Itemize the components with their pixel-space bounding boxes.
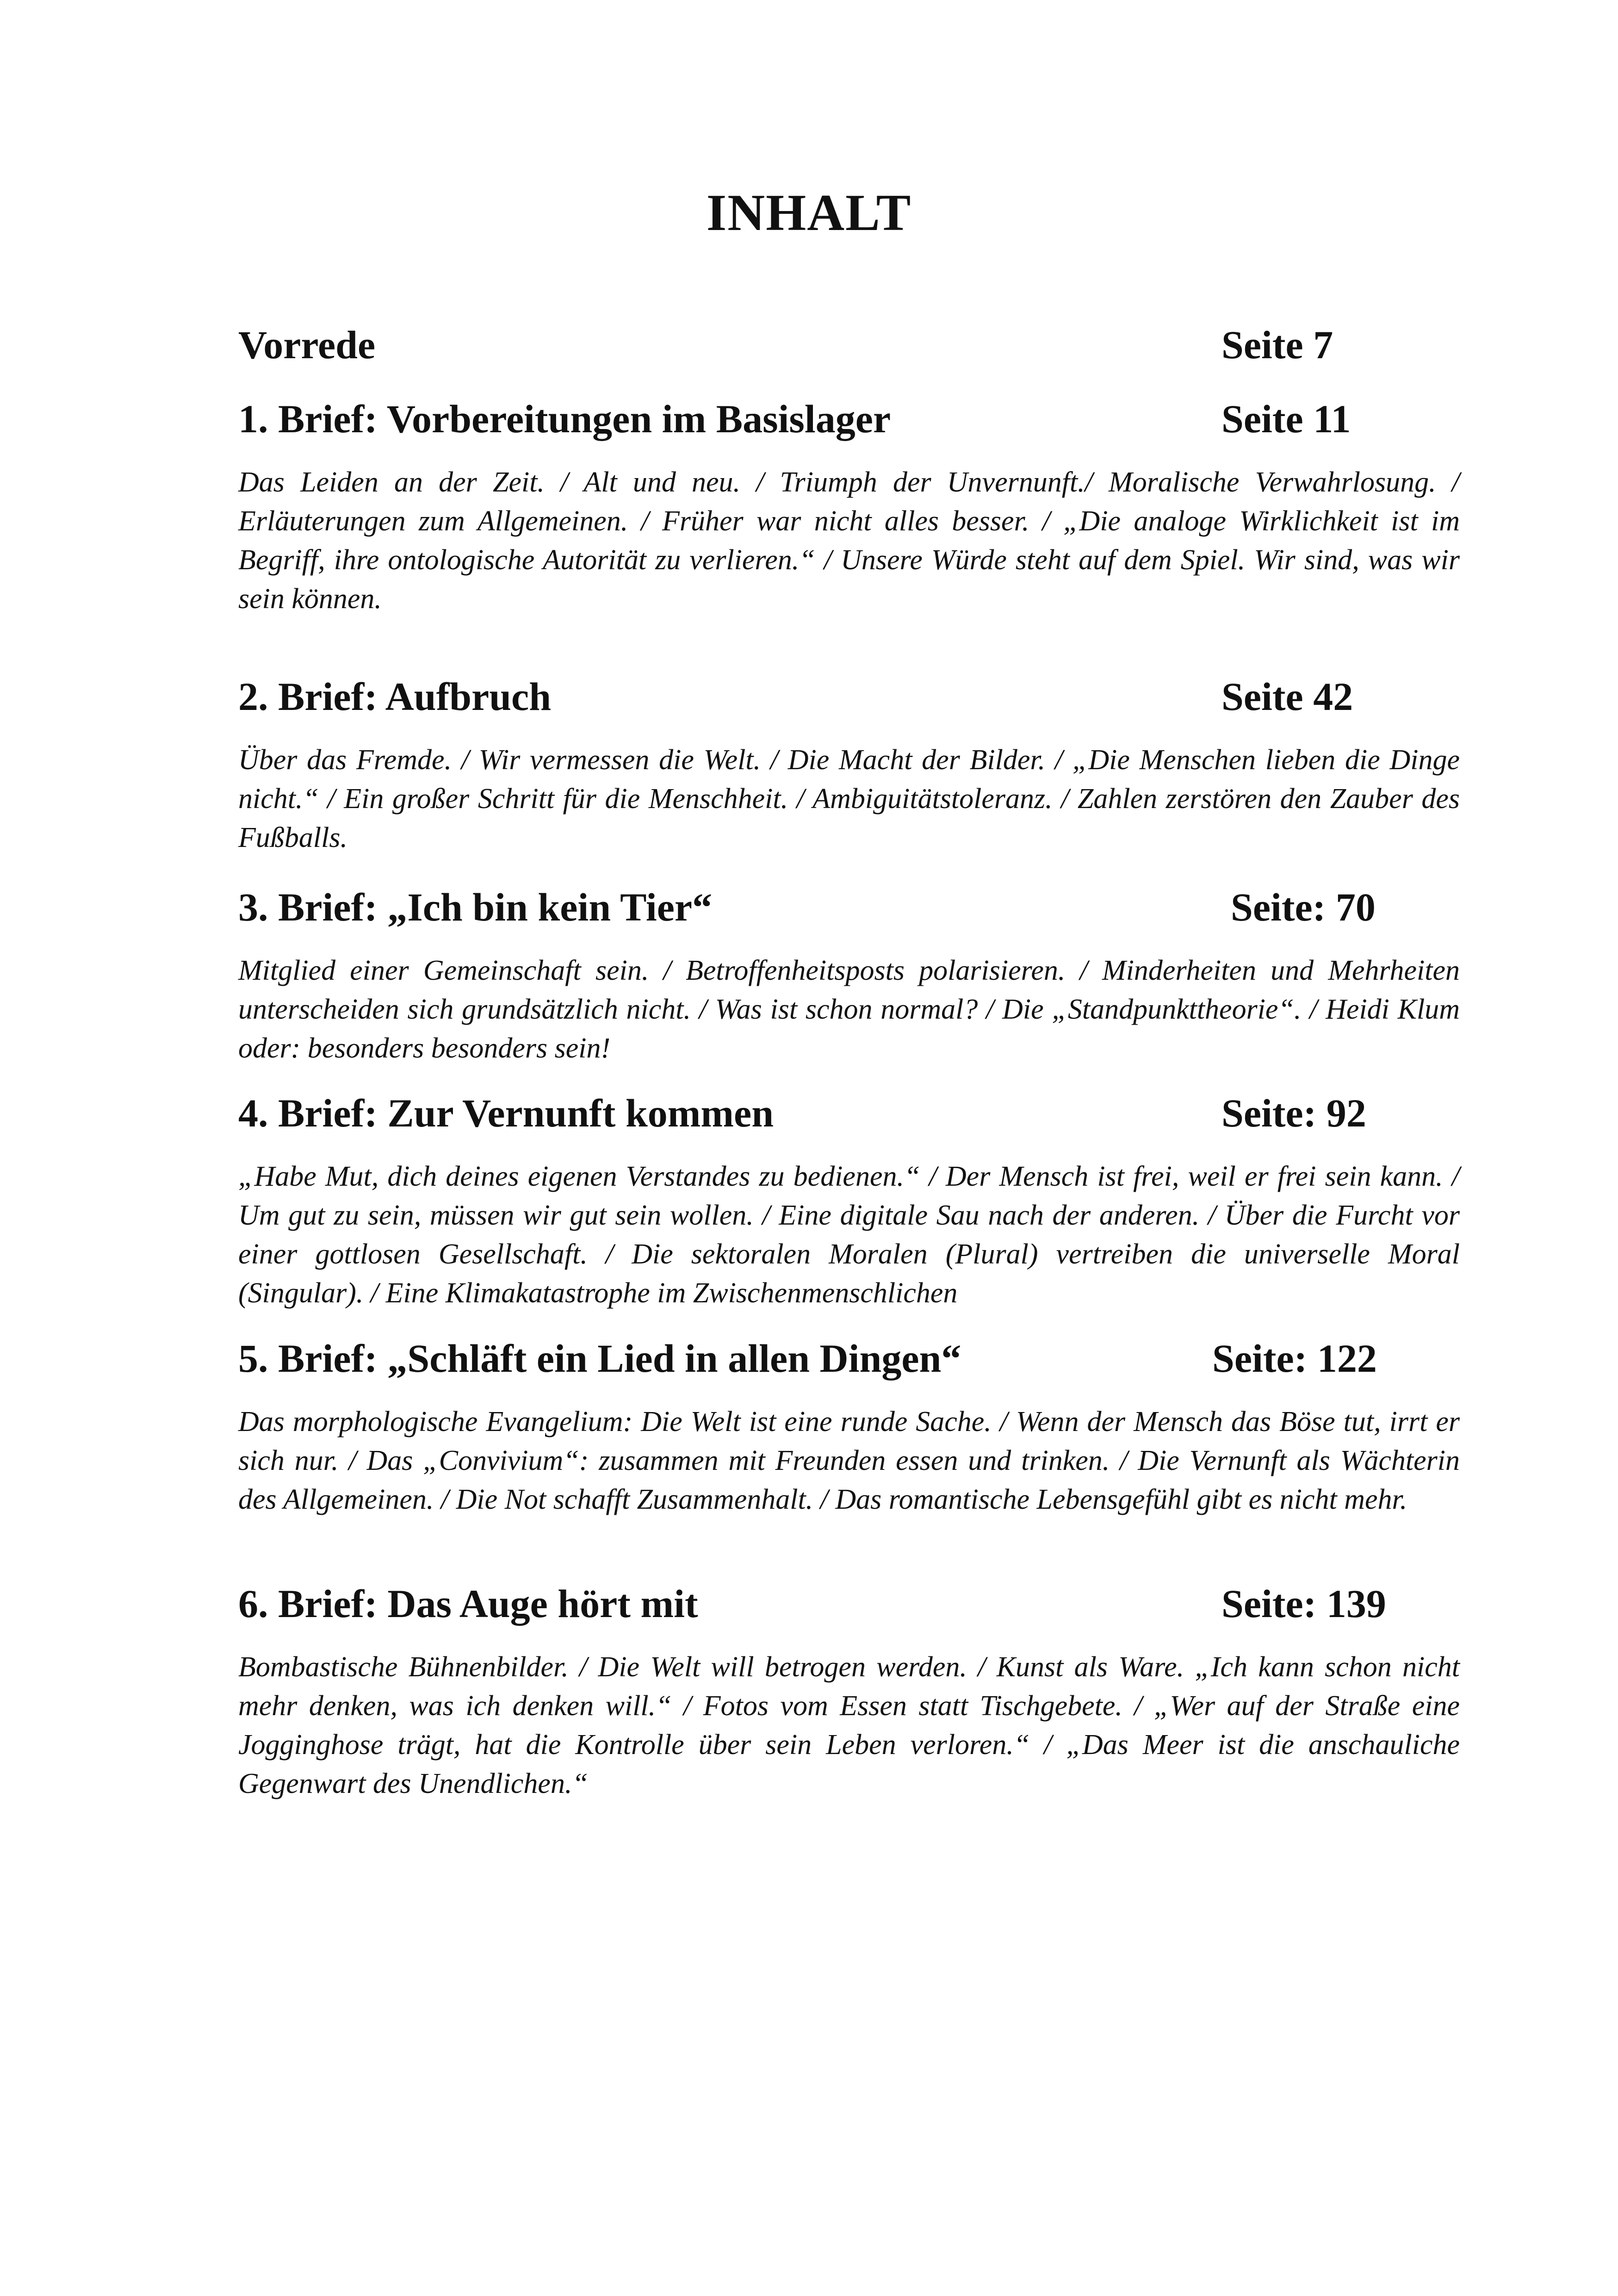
toc-page-ref-brief-6: Seite: 139 — [1221, 1581, 1386, 1626]
toc-heading-brief-3: 3. Brief: „Ich bin kein Tier“ — [238, 885, 713, 929]
toc-summary-brief-6: Bombastische Bühnenbilder. / Die Welt will betrogen werden. / Kunst als Ware. „Ich kann schon nicht mehr denken, was ich denken will.“ / Fotos vom Essen statt Tischgebete. / „Wer auf der Straße eine Jogginghose trägt, hat die Kontrolle über sein Leben verloren.“ / „Das Meer ist die anschauliche Gegenwart des Unendlichen.“ — [238, 1651, 1460, 1799]
toc-page-ref-brief-1: Seite 11 — [1221, 397, 1351, 441]
toc-heading-brief-2: 2. Brief: Aufbruch — [238, 674, 552, 719]
page-title: INHALT — [706, 184, 912, 242]
toc-page-ref-brief-3: Seite: 70 — [1231, 885, 1376, 929]
toc-summary-brief-3: Mitglied einer Gemeinschaft sein. / Betroffenheitsposts polarisieren. / Minderheiten und Mehrheiten unterscheiden sich grundsätzlich nicht. / Was ist schon normal? / Die „Standpunkttheorie“. / Heidi Klum oder: besonders besonders sein! — [238, 955, 1460, 1064]
toc-heading-brief-5: 5. Brief: „Schläft ein Lied in allen Dingen“ — [238, 1336, 961, 1381]
toc-summary-brief-5: Das morphologische Evangelium: Die Welt ist eine runde Sache. / Wenn der Mensch das Böse tut, irrt er sich nur. / Das „Convivium“: zusammen mit Freunden essen und trinken. / Die Vernunft als Wächterin des Allgemeinen. / Die Not schafft Zusammenhalt. / Das romantische Lebensgefühl gibt es nicht mehr. — [238, 1406, 1460, 1515]
toc-heading-brief-4: 4. Brief: Zur Vernunft kommen — [238, 1091, 774, 1135]
toc-summary-brief-4: „Habe Mut, dich deines eigenen Verstandes zu bedienen.“ / Der Mensch ist frei, weil er frei sein kann. / Um gut zu sein, müssen wir gut sein wollen. / Eine digitale Sau nach der anderen. / Über die Furcht vor einer gottlosen Gesellschaft. / Die sektoralen Moralen (Plural) vertreiben die universelle Moral (Singular). / Eine Klimakatastrophe im Zwischenmenschlichen — [238, 1161, 1460, 1309]
toc-heading-vorrede: Vorrede — [238, 323, 376, 367]
toc-page-ref-vorrede: Seite 7 — [1221, 323, 1333, 367]
toc-summary-brief-1: Das Leiden an der Zeit. / Alt und neu. / Triumph der Unvernunft./ Moralische Verwahrlosung. / Erläuterungen zum Allgemeinen. / Früher war nicht alles besser. / „Die analoge Wirklichkeit ist im Begriff, ihre ontologische Autorität zu verlieren.“ / Unsere Würde steht auf dem Spiel. Wir sind, was wir sein können. — [238, 467, 1460, 615]
toc-summary-brief-2: Über das Fremde. / Wir vermessen die Welt. / Die Macht der Bilder. / „Die Menschen lieben die Dinge nicht.“ / Ein großer Schritt für die Menschheit. / Ambiguitätstoleranz. / Zahlen zerstören den Zauber des Fußballs. — [238, 744, 1460, 853]
toc-heading-brief-1: 1. Brief: Vorbereitungen im Basislager — [238, 397, 891, 441]
toc-page-ref-brief-4: Seite: 92 — [1221, 1091, 1366, 1135]
toc-page-ref-brief-2: Seite 42 — [1221, 674, 1353, 719]
toc-heading-brief-6: 6. Brief: Das Auge hört mit — [238, 1581, 698, 1626]
toc-page-ref-brief-5: Seite: 122 — [1212, 1336, 1377, 1381]
